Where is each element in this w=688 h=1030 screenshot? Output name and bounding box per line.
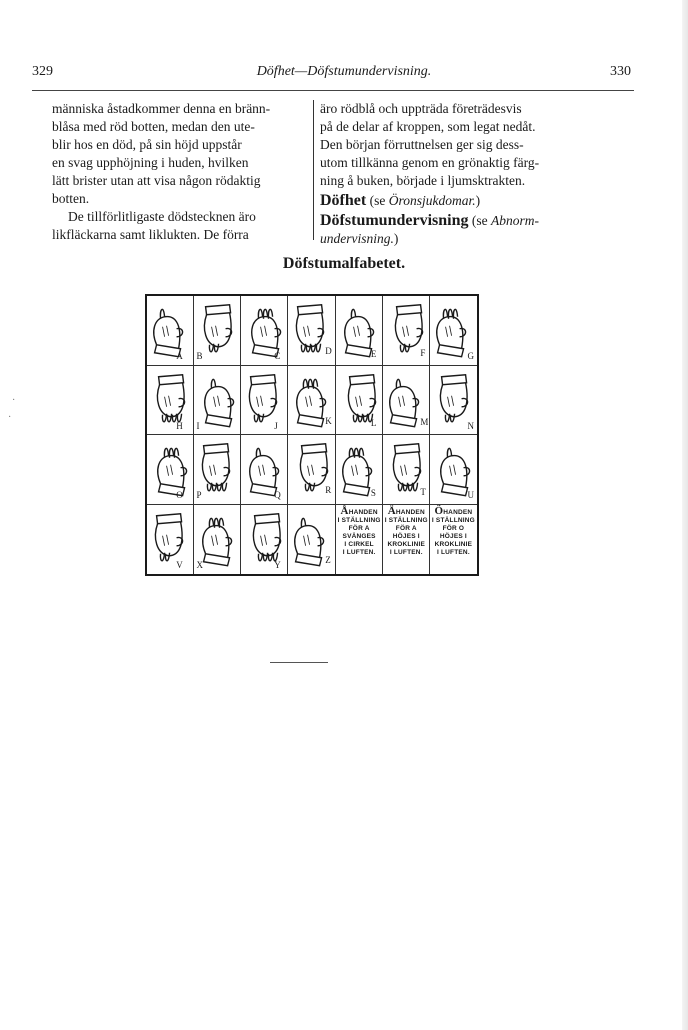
text-line: blåsa med röd botten, medan den ute- xyxy=(52,119,255,134)
sign-cell xyxy=(241,296,288,366)
sign-note-line: I LUFTEN. xyxy=(436,548,470,556)
sign-note-letter: Ö xyxy=(434,504,444,517)
sign-cell xyxy=(241,435,288,505)
sign-letter-label: T xyxy=(420,486,426,497)
sign-note-line: I LUFTEN. xyxy=(342,548,376,556)
text-line: på de delar af kroppen, som legat nedåt. xyxy=(320,119,536,134)
left-column xyxy=(52,100,304,244)
section-title: Döfstumalfabetet. xyxy=(282,255,406,272)
sign-letter-label: E xyxy=(370,348,377,359)
sign-cell xyxy=(288,366,335,436)
sign-letter-label: C xyxy=(274,351,281,362)
hand-sign-icon xyxy=(147,435,194,505)
sign-letter-label: S xyxy=(370,487,376,498)
sign-note-cell xyxy=(383,505,430,575)
sign-letter-label: U xyxy=(467,490,475,501)
entry-dofstumundervisning: Döfstumundervisning (se Abnorm- xyxy=(320,212,539,229)
text-line: utom tillkänna genom en grönaktig färg- xyxy=(320,155,540,170)
sign-letter-label: X xyxy=(196,559,203,570)
sign-letter-label: N xyxy=(467,420,475,431)
sign-cell xyxy=(194,296,241,366)
sign-cell xyxy=(241,366,288,436)
running-title: Döfhet—Döfstumundervisning. xyxy=(256,64,432,79)
column-divider xyxy=(313,100,314,240)
sign-note xyxy=(337,504,382,557)
entry-head: Döfstumundervisning xyxy=(320,212,469,229)
sign-cell xyxy=(194,366,241,436)
sign-letter-label: J xyxy=(274,420,278,431)
right-column xyxy=(320,100,620,248)
sign-note-line: FÖR O xyxy=(442,524,465,532)
sign-cell xyxy=(430,435,477,505)
sign-letter-label: I xyxy=(196,420,200,431)
sign-note-line: I LUFTEN. xyxy=(389,548,423,556)
sign-note xyxy=(384,504,429,557)
text-line: blir hos en död, på sin höjd uppstår xyxy=(52,137,242,152)
hand-sign-icon xyxy=(241,435,288,505)
text-line: Den början förruttnelsen ger sig dess- xyxy=(320,137,524,152)
text-line: en svag upphöjning i huden, hvilken xyxy=(52,155,249,170)
hand-sign-icon xyxy=(147,366,194,436)
text-line: äro rödblå och uppträda företrädesvis xyxy=(320,101,522,116)
sign-cell xyxy=(383,366,430,436)
text-line: likfläckarna samt liklukten. De förra xyxy=(52,227,249,242)
sign-letter-label: M xyxy=(420,417,429,428)
hand-sign-icon xyxy=(241,505,288,575)
sign-cell xyxy=(336,366,383,436)
sign-cell xyxy=(194,435,241,505)
sign-cell xyxy=(383,296,430,366)
sign-letter-label: K xyxy=(325,415,332,426)
sign-letter-label: V xyxy=(176,559,183,570)
sign-cell xyxy=(336,435,383,505)
sign-note-line: SVÄNGES xyxy=(342,532,376,540)
sign-letter-label: H xyxy=(176,420,183,431)
hand-sign-icon xyxy=(147,296,194,366)
sign-letter-label: A xyxy=(176,351,183,362)
sign-cell xyxy=(288,296,335,366)
sign-letter-label: R xyxy=(325,485,332,496)
sign-note-line: HANDEN xyxy=(395,508,425,516)
text-line: De tillförlitligaste dödstecknen äro xyxy=(68,209,256,224)
sign-letter-label: D xyxy=(325,346,332,357)
entry-dofhet: Döfhet (se Öronsjukdomar.) xyxy=(320,192,481,209)
margin-mark: · xyxy=(8,412,12,423)
sign-note-line: I STÄLLNING xyxy=(337,516,381,524)
left-page-number: 329 xyxy=(32,64,53,79)
sign-cell xyxy=(147,435,194,505)
sign-note-line: I STÄLLNING xyxy=(384,516,428,524)
sign-letter-label: Q xyxy=(274,490,281,501)
sign-alphabet-chart xyxy=(145,294,479,576)
right-page-number: 330 xyxy=(610,64,631,79)
sign-cell xyxy=(430,296,477,366)
hand-sign-icon xyxy=(241,366,288,436)
end-rule xyxy=(270,662,328,663)
text-line: botten. xyxy=(52,191,90,206)
text-line: lätt brister utan att visa någon rödaktig xyxy=(52,173,261,188)
entry-head: Döfhet xyxy=(320,192,367,209)
page-header xyxy=(0,64,688,84)
sign-cell xyxy=(241,505,288,575)
cross-reference: Abnorm- xyxy=(490,213,539,228)
sign-note-line: HÖJES I xyxy=(392,532,420,540)
page-edge-shadow xyxy=(682,0,688,1030)
sign-letter-label: F xyxy=(420,347,426,358)
sign-cell xyxy=(147,505,194,575)
sign-note xyxy=(431,504,476,557)
sign-note-letter: Ä xyxy=(387,504,396,517)
sign-note-line: I CIRKEL xyxy=(344,540,374,548)
sign-letter-label: O xyxy=(176,490,183,501)
sign-note-letter: Å xyxy=(340,504,349,517)
sign-letter-label: Y xyxy=(274,559,281,570)
hand-sign-icon xyxy=(147,505,194,575)
entry-continuation: undervisning.) xyxy=(320,231,399,246)
sign-cell xyxy=(147,366,194,436)
sign-note-line: HÖJES I xyxy=(439,532,467,540)
sign-note-line: HANDEN xyxy=(443,508,473,516)
sign-note-line: I STÄLLNING xyxy=(431,516,475,524)
sign-note-line: KROKLINIE xyxy=(434,540,473,548)
text-line: människa åstadkommer denna en bränn- xyxy=(52,101,271,116)
sign-note-cell xyxy=(336,505,383,575)
sign-letter-label: B xyxy=(196,351,203,362)
sign-letter-label: P xyxy=(196,490,202,501)
text-line: ning å buken, började i ljumsktrakten. xyxy=(320,173,526,188)
sign-note-cell xyxy=(430,505,477,575)
hand-sign-icon xyxy=(194,366,241,436)
sign-cell xyxy=(194,505,241,575)
sign-note-line: FÖR A xyxy=(395,524,417,532)
sign-note-line: FÖR A xyxy=(348,524,370,532)
sign-cell xyxy=(430,366,477,436)
sign-letter-label: L xyxy=(370,418,377,429)
sign-letter-label: Z xyxy=(325,554,331,565)
sign-cell xyxy=(147,296,194,366)
margin-mark: · xyxy=(12,395,16,406)
sign-cell xyxy=(288,435,335,505)
sign-cell xyxy=(336,296,383,366)
sign-cell xyxy=(383,435,430,505)
sign-note-line: HANDEN xyxy=(348,508,378,516)
sign-letter-label: G xyxy=(467,351,475,362)
hand-sign-icon xyxy=(241,296,288,366)
sign-cell xyxy=(288,505,335,575)
cross-reference: Öronsjukdomar. xyxy=(388,193,476,208)
header-rule xyxy=(32,90,634,91)
sign-note-line: KROKLINIE xyxy=(387,540,426,548)
